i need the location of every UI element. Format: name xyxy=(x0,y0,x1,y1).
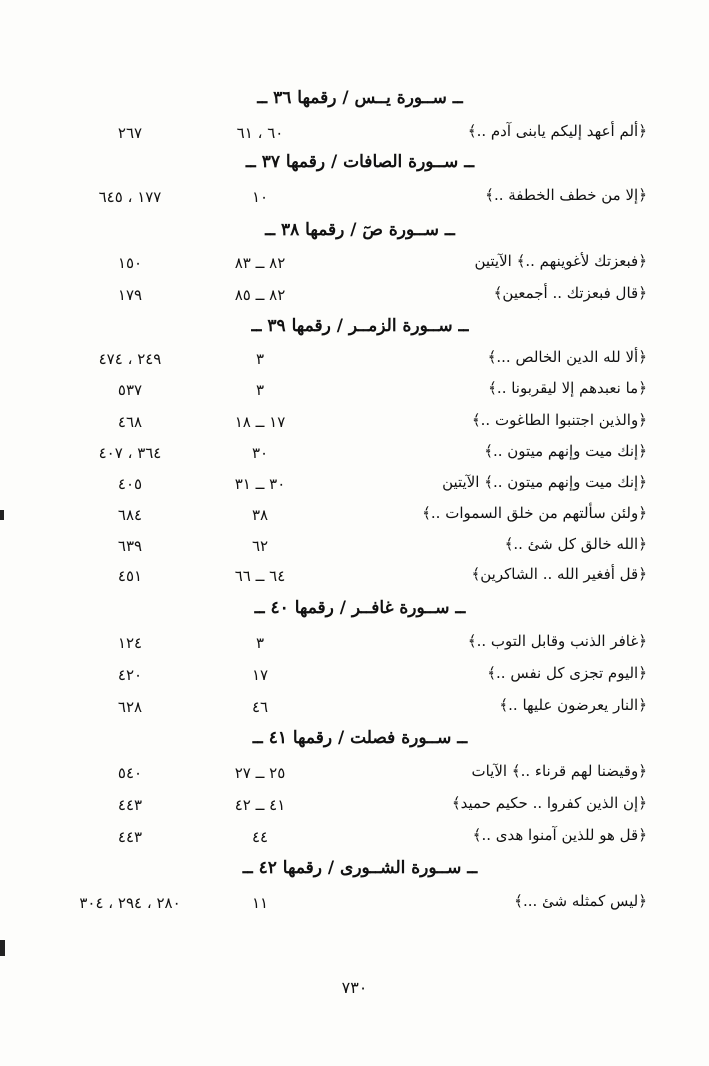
page-reference: ٤٢٠ xyxy=(117,666,143,684)
ayah-number: ١٠ xyxy=(251,188,269,206)
ayah-number: ٣ xyxy=(255,350,265,368)
verse-text: ﴿الله خالق كل شئ ..﴾ xyxy=(504,535,647,553)
page-number: ٧٣٠ xyxy=(341,978,368,997)
ayah-number: ٤٦ xyxy=(251,698,269,716)
page-reference: ٣٦٤ ، ٤٠٧ xyxy=(98,444,162,462)
ayah-number: ٣ xyxy=(255,381,265,399)
ayah-number: ٣٠ xyxy=(251,444,269,462)
surah-heading-row xyxy=(0,858,709,888)
index-entry xyxy=(0,694,709,724)
verse-text: ﴿إلا من خطف الخطفة ..﴾ xyxy=(485,186,647,204)
page-reference: ٤٠٥ xyxy=(117,475,143,493)
ayah-number: ٣٨ xyxy=(251,506,269,524)
surah-heading: ــ ســورة الزمــر / رقمها ٣٩ ــ xyxy=(251,316,469,336)
page-reference: ٤٤٣ xyxy=(117,828,143,846)
ayah-number: ٣ xyxy=(255,634,265,652)
page-reference: ٤٦٨ xyxy=(117,413,143,431)
verse-text: ﴿اليوم تجزى كل نفس ..﴾ xyxy=(487,664,647,682)
index-entry xyxy=(0,890,709,920)
index-entry xyxy=(0,792,709,822)
surah-heading: ــ ســورة يــس / رقمها ٣٦ ــ xyxy=(257,88,463,108)
index-entry xyxy=(0,440,709,470)
surah-heading: ــ ســورة غافــر / رقمها ٤٠ ــ xyxy=(254,598,466,618)
page-reference: ٢٨٠ ، ٢٩٤ ، ٣٠٤ xyxy=(79,894,181,912)
index-entry xyxy=(0,563,709,593)
verse-text: ﴿قال فبعزتك .. أجمعين﴾ xyxy=(493,284,647,302)
index-entry xyxy=(0,346,709,376)
verse-text: ﴿والذين اجتنبوا الطاغوت ..﴾ xyxy=(471,411,647,429)
page-reference: ٢٤٩ ، ٤٧٤ xyxy=(98,350,162,368)
ayah-number: ٤٤ xyxy=(251,828,269,846)
surah-heading: ــ ســورة صٓ / رقمها ٣٨ ــ xyxy=(265,220,455,240)
surah-heading: ــ ســورة فصلت / رقمها ٤١ ــ xyxy=(252,728,468,748)
index-entry xyxy=(0,630,709,660)
surah-heading-row xyxy=(0,220,709,250)
surah-heading-row xyxy=(0,152,709,182)
ayah-number: ٢٥ ــ ٢٧ xyxy=(234,764,286,782)
surah-heading-row xyxy=(0,88,709,118)
verse-text: ﴿إنك ميت وإنهم ميتون ..﴾ xyxy=(484,442,647,460)
verse-text: ﴿ما نعبدهم إلا ليقربونا ..﴾ xyxy=(488,379,647,397)
index-entry xyxy=(0,760,709,790)
ayah-number: ٦٤ ــ ٦٦ xyxy=(234,567,286,585)
verse-text: ﴿وقيضنا لهم قرناء ..﴾ الآيات xyxy=(471,762,647,780)
index-entry xyxy=(0,184,709,214)
verse-text: ﴿قل هو للذين آمنوا هدى ..﴾ xyxy=(472,826,647,844)
page-reference: ٦٣٩ xyxy=(117,537,143,555)
verse-text: ﴿ولئن سألتهم من خلق السموات ..﴾ xyxy=(422,504,647,522)
ayah-number: ٤١ ــ ٤٢ xyxy=(234,796,286,814)
verse-text: ﴿ألا لله الدين الخالص ...﴾ xyxy=(487,348,647,366)
page-reference: ٦٢٨ xyxy=(117,698,143,716)
verse-text: ﴿ليس كمثله شئ ...﴾ xyxy=(514,892,647,910)
surah-heading: ــ ســورة الشــورى / رقمها ٤٢ ــ xyxy=(242,858,478,878)
index-entry xyxy=(0,824,709,854)
verse-text: ﴿فبعزتك لأغوينهم ..﴾ الآيتين xyxy=(474,252,647,270)
ayah-number: ٦٢ xyxy=(251,537,269,555)
ayah-number: ١٧ ــ ١٨ xyxy=(234,413,286,431)
page-reference: ٤٤٣ xyxy=(117,796,143,814)
page-reference: ٥٤٠ xyxy=(117,764,143,782)
index-entry xyxy=(0,250,709,280)
page-reference: ٢٦٧ xyxy=(117,124,143,142)
index-entry xyxy=(0,120,709,150)
page-reference: ١٥٠ xyxy=(117,254,143,272)
surah-heading-row xyxy=(0,316,709,346)
verse-text: ﴿النار يعرضون عليها ..﴾ xyxy=(499,696,647,714)
page-reference: ١٢٤ xyxy=(117,634,143,652)
ayah-number: ٨٢ ــ ٨٣ xyxy=(234,254,286,272)
page-reference: ٤٥١ xyxy=(117,567,143,585)
surah-heading: ــ ســورة الصافات / رقمها ٣٧ ــ xyxy=(245,152,475,172)
page-reference: ٦٨٤ xyxy=(117,506,143,524)
verse-text: ﴿قل أفغير الله .. الشاكرين﴾ xyxy=(471,565,647,583)
index-entry xyxy=(0,471,709,501)
index-entry xyxy=(0,409,709,439)
scan-mark xyxy=(0,940,5,956)
verse-text: ﴿إن الذين كفروا .. حكيم حميد﴾ xyxy=(451,794,647,812)
ayah-number: ١٧ xyxy=(251,666,269,684)
surah-heading-row xyxy=(0,598,709,628)
page-reference: ١٧٧ ، ٦٤٥ xyxy=(98,188,162,206)
index-entry xyxy=(0,502,709,532)
index-entry xyxy=(0,662,709,692)
verse-text: ﴿ألم أعهد إليكم يابنى آدم ..﴾ xyxy=(467,122,647,140)
verse-text: ﴿غافر الذنب وقابل التوب ..﴾ xyxy=(467,632,647,650)
scan-mark xyxy=(0,510,4,520)
ayah-number: ٣٠ ــ ٣١ xyxy=(234,475,286,493)
index-entry xyxy=(0,533,709,563)
surah-heading-row xyxy=(0,728,709,758)
index-entry xyxy=(0,282,709,312)
ayah-number: ٨٢ ــ ٨٥ xyxy=(234,286,286,304)
page-reference: ٥٣٧ xyxy=(117,381,143,399)
page-reference: ١٧٩ xyxy=(117,286,143,304)
index-entry xyxy=(0,377,709,407)
ayah-number: ٦٠ ، ٦١ xyxy=(236,124,284,142)
ayah-number: ١١ xyxy=(251,894,269,912)
verse-text: ﴿إنك ميت وإنهم ميتون ..﴾ الآيتين xyxy=(442,473,647,491)
